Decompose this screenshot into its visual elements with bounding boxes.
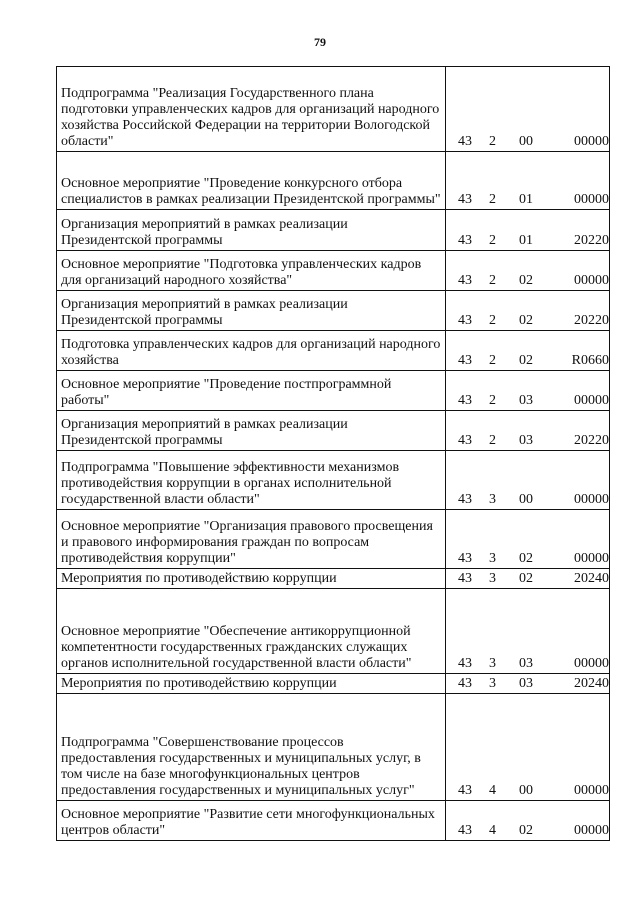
code-subprogram: 3	[489, 676, 496, 691]
row-name: Организация мероприятий в рамках реализации Президентской программы	[57, 210, 446, 251]
code-activity: 00	[519, 492, 533, 507]
table-row	[57, 331, 610, 371]
code-activity: 03	[519, 433, 533, 448]
row-name: Мероприятия по противодействию коррупции	[57, 674, 446, 694]
code-direction: 20220	[574, 313, 609, 328]
row-codes	[446, 67, 610, 152]
table-row	[57, 451, 610, 510]
table-row	[57, 589, 610, 674]
code-direction: R0660	[571, 353, 609, 368]
table-row	[57, 569, 610, 589]
code-direction: 20240	[574, 676, 609, 691]
code-subprogram: 3	[489, 492, 496, 507]
row-name: Мероприятия по противодействию коррупции	[57, 569, 446, 589]
code-direction: 20220	[574, 233, 609, 248]
table-row	[57, 801, 610, 841]
code-activity: 03	[519, 676, 533, 691]
code-program: 43	[458, 134, 472, 149]
row-codes	[446, 569, 610, 589]
code-subprogram: 4	[489, 783, 496, 798]
row-codes	[446, 411, 610, 451]
code-direction: 00000	[574, 551, 609, 566]
code-activity: 02	[519, 313, 533, 328]
table-row	[57, 694, 610, 801]
code-subprogram: 2	[489, 233, 496, 248]
code-program: 43	[458, 551, 472, 566]
code-activity: 03	[519, 656, 533, 671]
code-direction: 00000	[574, 134, 609, 149]
row-codes	[446, 801, 610, 841]
row-codes	[446, 674, 610, 694]
code-program: 43	[458, 571, 472, 586]
code-direction: 00000	[574, 192, 609, 207]
table-row	[57, 411, 610, 451]
row-name: Подготовка управленческих кадров для организаций народного хозяйства	[57, 331, 446, 371]
code-subprogram: 3	[489, 551, 496, 566]
table-row	[57, 291, 610, 331]
code-activity: 02	[519, 551, 533, 566]
code-program: 43	[458, 823, 472, 838]
code-activity: 01	[519, 233, 533, 248]
row-name: Подпрограмма "Реализация Государственного плана подготовки управленческих кадров для организаций народного хозяйства Российской Федерации на территории Вологодской области"	[57, 67, 446, 152]
code-program: 43	[458, 353, 472, 368]
code-program: 43	[458, 676, 472, 691]
page-number: 79	[314, 35, 326, 49]
code-program: 43	[458, 492, 472, 507]
row-name: Основное мероприятие "Подготовка управленческих кадров для организаций народного хозяйства"	[57, 251, 446, 291]
code-activity: 02	[519, 823, 533, 838]
row-name: Организация мероприятий в рамках реализации Президентской программы	[57, 291, 446, 331]
row-name: Основное мероприятие "Проведение постпрограммной работы"	[57, 371, 446, 411]
code-program: 43	[458, 313, 472, 328]
row-codes	[446, 589, 610, 674]
code-subprogram: 2	[489, 192, 496, 207]
code-subprogram: 2	[489, 433, 496, 448]
code-direction: 00000	[574, 823, 609, 838]
row-codes	[446, 451, 610, 510]
code-subprogram: 2	[489, 134, 496, 149]
code-program: 43	[458, 433, 472, 448]
code-activity: 00	[519, 134, 533, 149]
code-direction: 00000	[574, 783, 609, 798]
row-codes	[446, 210, 610, 251]
row-codes	[446, 251, 610, 291]
code-direction: 00000	[574, 393, 609, 408]
code-activity: 00	[519, 783, 533, 798]
code-direction: 20240	[574, 571, 609, 586]
table-row	[57, 371, 610, 411]
row-codes	[446, 371, 610, 411]
code-subprogram: 4	[489, 823, 496, 838]
code-subprogram: 2	[489, 273, 496, 288]
row-codes	[446, 152, 610, 210]
row-name: Основное мероприятие "Развитие сети многофункциональных центров области"	[57, 801, 446, 841]
code-subprogram: 2	[489, 353, 496, 368]
code-subprogram: 3	[489, 656, 496, 671]
code-program: 43	[458, 783, 472, 798]
code-subprogram: 2	[489, 313, 496, 328]
code-program: 43	[458, 656, 472, 671]
code-activity: 02	[519, 353, 533, 368]
code-program: 43	[458, 233, 472, 248]
code-activity: 02	[519, 571, 533, 586]
table-row	[57, 251, 610, 291]
code-program: 43	[458, 192, 472, 207]
code-direction: 00000	[574, 273, 609, 288]
row-name: Основное мероприятие "Проведение конкурсного отбора специалистов в рамках реализации Президентской программы"	[57, 152, 446, 210]
row-codes	[446, 694, 610, 801]
table-row	[57, 152, 610, 210]
row-codes	[446, 510, 610, 569]
code-subprogram: 2	[489, 393, 496, 408]
row-codes	[446, 291, 610, 331]
budget-classification-table	[56, 66, 610, 841]
code-direction: 00000	[574, 656, 609, 671]
row-name: Подпрограмма "Совершенствование процессов предоставления государственных и муниципальных услуг, в том числе на базе многофункциональных центров предоставления государственных и муниципальных услуг"	[57, 694, 446, 801]
code-activity: 02	[519, 273, 533, 288]
table-row	[57, 210, 610, 251]
table-row	[57, 674, 610, 694]
code-activity: 03	[519, 393, 533, 408]
code-program: 43	[458, 393, 472, 408]
code-subprogram: 3	[489, 571, 496, 586]
code-direction: 00000	[574, 492, 609, 507]
table-row	[57, 67, 610, 152]
row-codes	[446, 331, 610, 371]
table-row	[57, 510, 610, 569]
code-activity: 01	[519, 192, 533, 207]
row-name: Подпрограмма "Повышение эффективности механизмов противодействия коррупции в органах исполнительной государственной власти области"	[57, 451, 446, 510]
row-name: Основное мероприятие "Обеспечение антикоррупционной компетентности государственных гражданских служащих органов исполнительной государственной власти области"	[57, 589, 446, 674]
row-name: Основное мероприятие "Организация правового просвещения и правового информирования граждан по вопросам противодействия коррупции"	[57, 510, 446, 569]
code-program: 43	[458, 273, 472, 288]
code-direction: 20220	[574, 433, 609, 448]
row-name: Организация мероприятий в рамках реализации Президентской программы	[57, 411, 446, 451]
